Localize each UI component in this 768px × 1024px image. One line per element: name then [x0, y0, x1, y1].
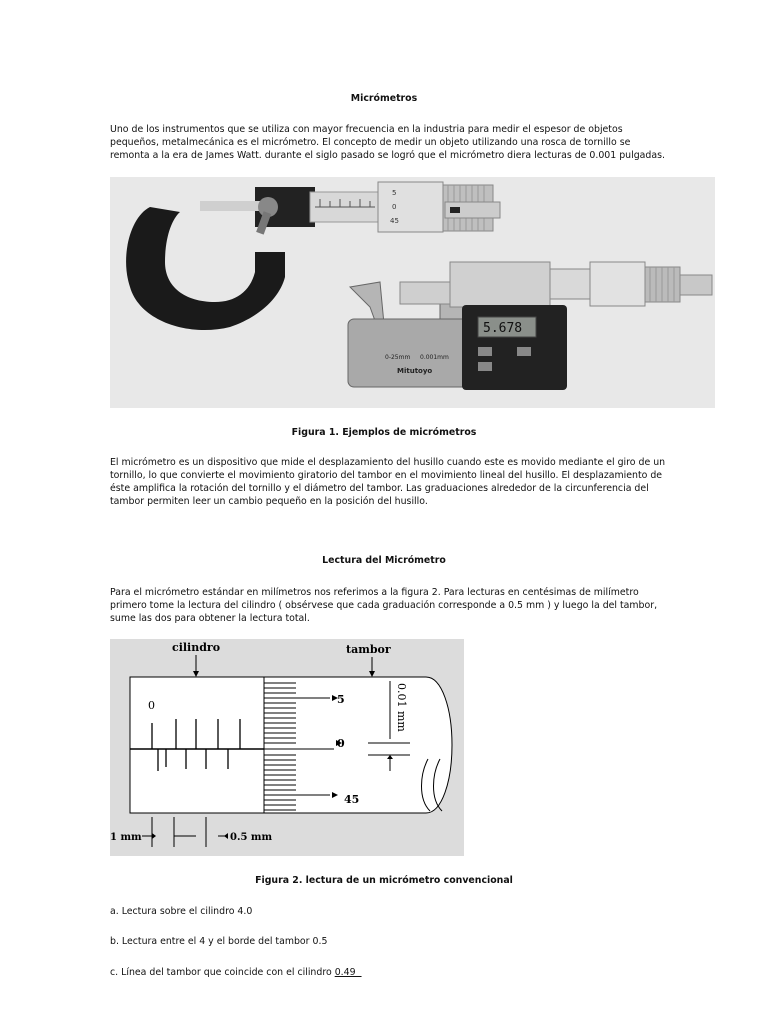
digital-resolution: 0.001mm [420, 354, 449, 361]
sleeve-body [130, 677, 264, 813]
step-a: a. Lectura sobre el cilindro 4.0 [110, 906, 253, 917]
label-1mm: 1 mm [110, 832, 142, 843]
micrometers-photo [110, 177, 715, 408]
label-001mm: 0.01 mm [395, 683, 408, 732]
digital-range: 0-25mm [385, 354, 411, 361]
label-05mm: 0.5 mm [230, 832, 273, 843]
step-c-value: 0.49 [334, 967, 362, 978]
page-title: Micrómetros [350, 93, 418, 104]
figure-2-caption: Figura 2. lectura de un micrómetro convencional [255, 875, 513, 886]
sleeve-zero-label: 0 [148, 699, 155, 712]
thimble-mark-5: 5 [392, 189, 397, 197]
thimble-mark-0-label: 0 [337, 737, 345, 750]
micrometer-reading-diagram [110, 639, 464, 856]
digital-button-2 [517, 347, 531, 356]
figure-1-image [110, 177, 715, 408]
digital-brand: Mitutoyo [397, 367, 433, 375]
figure-2-diagram [110, 639, 464, 856]
section-title: Lectura del Micrómetro [322, 555, 446, 566]
thimble-mark-0: 0 [392, 203, 397, 211]
step-c-text: c. Línea del tambor que coincide con el cilindro [110, 967, 335, 978]
description-paragraph: El micrómetro es un dispositivo que mide el desplazamiento del husillo cuando este es movido mediante el giro de un tornillo, lo que convierte el movimiento giratorio del tambor en el movimiento lineal del husillo. El desplazamiento de éste amplifica la rotación del tornillo y el diámetro del tambor. Las graduaciones alrededor de la circunferencia del tambor permiten leer un cambio pequeño en la posición del husillo. [110, 457, 666, 507]
digital-head [450, 262, 550, 307]
digital-reading: 5.678 [483, 321, 523, 336]
thimble-mark-45: 45 [390, 217, 399, 225]
digital-button-1 [478, 347, 492, 356]
label-cilindro: cilindro [172, 641, 221, 654]
analog-spindle-tip [450, 207, 460, 213]
figure-1-caption: Figura 1. Ejemplos de micrómetros [291, 427, 477, 438]
label-tambor: tambor [346, 643, 391, 656]
digital-thimble [590, 262, 645, 306]
analog-anvil [200, 201, 260, 211]
step-b: b. Lectura entre el 4 y el borde del tambor 0.5 [110, 936, 328, 947]
analog-thimble [378, 182, 443, 232]
digital-frame-plate [348, 319, 468, 387]
digital-sleeve [550, 269, 590, 299]
intro-paragraph: Uno de los instrumentos que se utiliza con mayor frecuencia en la industria para medir el espesor de objetos pequeños, metalmecánica es el micrómetro. El concepto de medir un objeto utilizando una rosca de tornillo se remonta a la era de James Watt. durante el siglo pasado se logró que el micrómetro diera lecturas de 0.001 pulgadas. [110, 124, 665, 161]
digital-ratchet-end [680, 275, 712, 295]
digital-button-3 [478, 362, 492, 371]
step-c [110, 966, 362, 979]
thimble-mark-5-label: 5 [337, 693, 345, 706]
thimble-mark-45-label: 45 [344, 793, 360, 806]
reading-paragraph: Para el micrómetro estándar en milímetros nos referimos a la figura 2. Para lecturas en centésimas de milímetro primero tome la lectura del cilindro ( obsérvese que cada graduación corresponde a 0.5 mm ) y luego la del tambor, sume las dos para obtener la lectura total. [110, 587, 658, 624]
